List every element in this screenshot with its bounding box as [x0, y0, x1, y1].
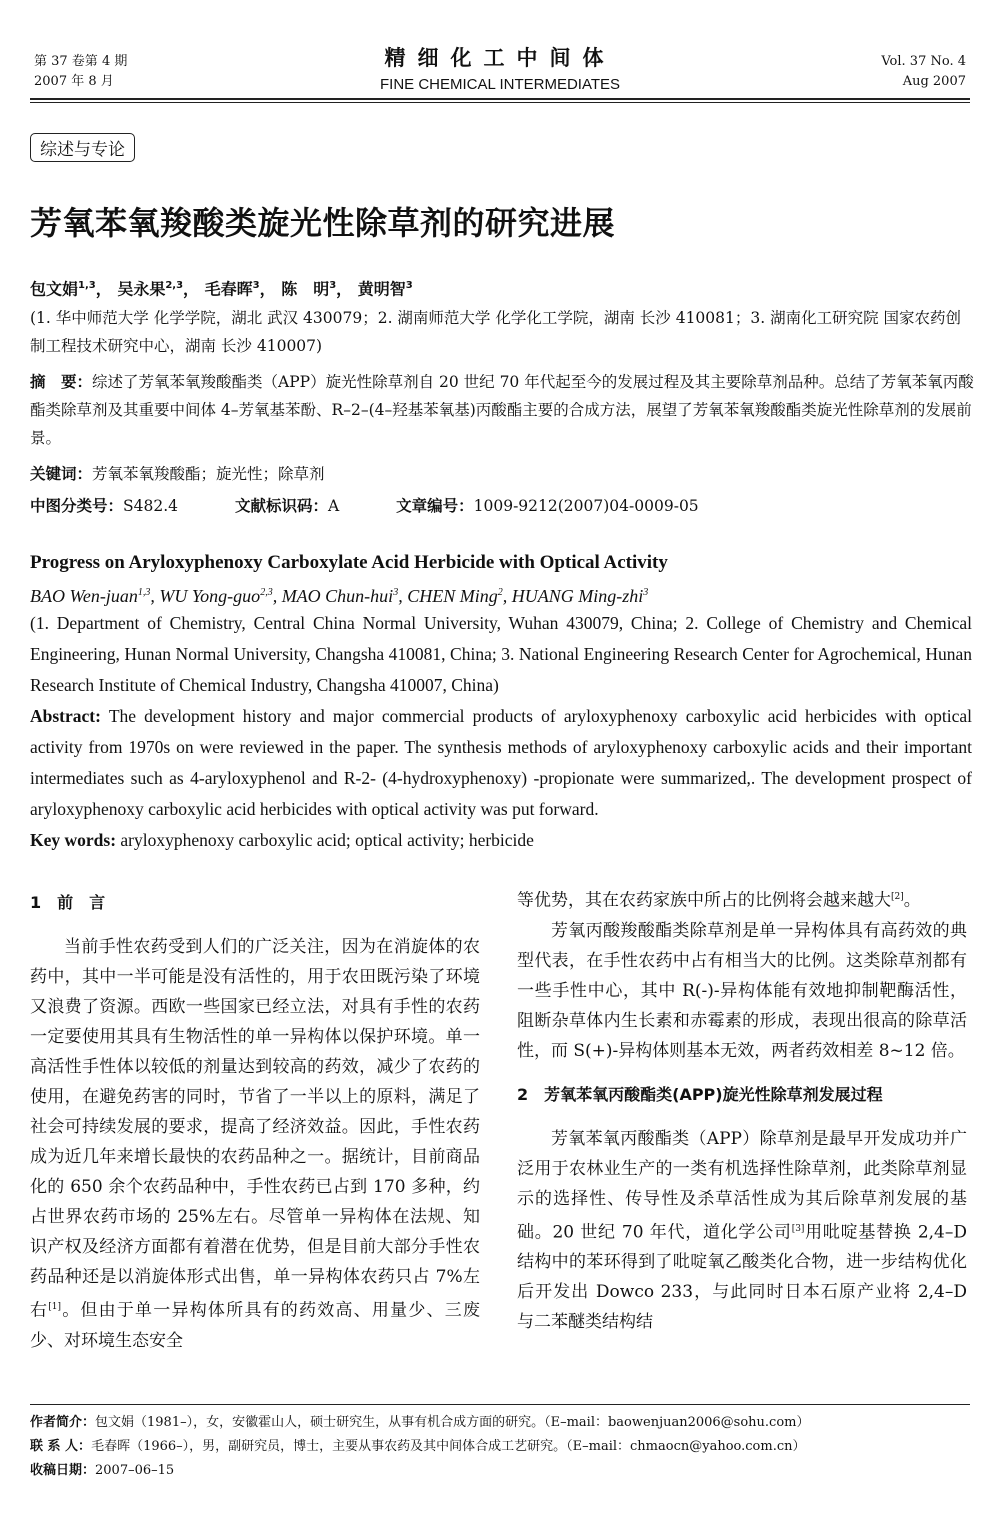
section-badge: 综述与专论 [30, 133, 135, 162]
header-rule-thin [30, 102, 970, 103]
doc-code-label: 文献标识码： [234, 497, 328, 515]
authors-en: BAO Wen-juan$^{1,3}$, WU Yong-guo$^{2,3}$, MAO Chun-hui$^3$, CHEN Ming$^2$, HUANG Ming-zhi$^3$ [30, 586, 649, 606]
footnote-received [30, 1459, 975, 1483]
abstract-cn-label: 摘 要： [30, 373, 93, 391]
paragraph-text: 芳氧苯氧丙酸酯类（APP）除草剂是最早开发成功并广泛用于农林业生产的一类有机选择性除草剂，此类除草剂显示的选择性、传导性及杀草活性成为其后除草剂发展的基础。20 世纪 70 年代，道化学公司 [517, 1128, 967, 1243]
keywords-en-text: aryloxyphenoxy carboxylic acid; optical activity; herbicide [120, 830, 534, 850]
abstract-en-text: The development history and major commercial products of aryloxyphenoxy carboxylic acid herbicides with optical activity from 1970s on were reviewed in the paper. The synthesis methods of aryloxyphenoxy carboxylic acids and their important intermediates such as 4-aryloxyphenol and R-2- (4-hydroxyphenoxy) -propionate were summarized,. The development prospect of aryloxyphenoxy carboxylic acid herbicides with optical activity was put forward. [30, 706, 973, 819]
issue-info-cn [34, 52, 127, 92]
citation-ref[interactable]: [3] [791, 1223, 805, 1234]
author-affil-sup: 1,3 [137, 587, 151, 598]
footnote-author-text: 包文娟（1981–），女，安徽霍山人，硕士研究生，从事有机合成方面的研究。（E–mail：baowenjuan2006@sohu.com） [95, 1415, 810, 1430]
citation-ref[interactable]: [1] [48, 1302, 61, 1312]
body-column-right [517, 882, 967, 1337]
journal-name-cn: 精细化工中间体 [384, 46, 616, 70]
journal-name [300, 42, 700, 93]
author-affil-sup: 2 [497, 587, 503, 598]
journal-name-en: FINE CHEMICAL INTERMEDIATES [379, 76, 621, 93]
abstract-cn [30, 368, 975, 452]
body-column-left [30, 888, 480, 1356]
article-number-value: 1009-9212(2007)04-0009-05 [473, 497, 699, 515]
author-en: HUANG Ming-zhi [511, 586, 644, 606]
paper-title-cn: 芳氧苯氧羧酸类旋光性除草剂的研究进展 [30, 204, 616, 242]
paper-title-en: Progress on Aryloxyphenoxy Carboxylate Acid Herbicide with Optical Activity [30, 552, 668, 573]
footnote-received-text: 2007–06–15 [95, 1463, 175, 1478]
author-en: WU Yong-guo [159, 586, 261, 606]
author-affil-sup: 2,3 [260, 587, 273, 598]
footnote-received-label: 收稿日期： [30, 1463, 96, 1478]
header-rule-thick [30, 98, 970, 100]
doc-code-value: A [327, 497, 340, 515]
body-paragraph [517, 1124, 967, 1338]
classification-row [30, 492, 975, 520]
author-cn: 毛春晖 [204, 279, 253, 299]
section-heading-1: 1 前 言 [30, 893, 106, 912]
paragraph-text: 等优势，其在农药家族中所占的比例将会越来越大 [517, 890, 891, 911]
clc-value: S482.4 [123, 497, 179, 515]
keywords-cn-label: 关键词： [30, 465, 93, 483]
clc-label: 中图分类号： [30, 497, 124, 515]
footnote-contact-text: 毛春晖（1966–），男，副研究员，博士，主要从事农药及其中间体合成工艺研究。（E–mail：chmaocn@yahoo.com.cn） [91, 1439, 806, 1454]
keywords-en [30, 825, 972, 856]
paragraph-text: 当前手性农药受到人们的广泛关注，因为在消旋体的农药中，其中一半可能是没有活性的，用于农田既污染了环境又浪费了资源。西欧一些国家已经立法，对具有手性的农药一定要使用其具有生物活性的单一异构体以保护环境。单一高活性手性体以较低的剂量达到较高的药效，减少了农药的使用，在避免药害的同时，节省了一半以上的原料，满足了社会可持续发展的要求，提高了经济效益。因此，手性农药成为近几年来增长最快的农药品种之一。据统计，目前商品化的 650 余个农药品种中，手性农药已占到 170 多种，约占世界农药市场的 25%左右。尽管单一异构体在法规、知识产权及经济方面都有着潜在优势，但是目前大部分手性农药品种还是以消旋体形式出售，单一异构体农药只占 7%左右 [30, 937, 480, 1321]
author-affil-sup: 3 [643, 587, 649, 598]
footnote-contact [30, 1435, 975, 1459]
date-en: Aug 2007 [902, 74, 966, 89]
author-affil-sup: 3 [329, 280, 337, 291]
author-affil-sup: 3 [252, 280, 260, 291]
author-cn: 吴永果 [117, 279, 166, 299]
footnote-contact-label: 联 系 人： [30, 1439, 92, 1454]
author-en: MAO Chun-hui [281, 586, 394, 606]
paragraph-text: 。 [903, 890, 921, 911]
footnote-rule [30, 1404, 970, 1405]
keywords-cn [30, 460, 975, 488]
author-en: CHEN Ming [407, 586, 498, 606]
date-cn: 2007 年 8 月 [34, 74, 114, 89]
volume-issue-en: Vol. 37 No. 4 [881, 54, 966, 69]
body-paragraph [30, 932, 480, 1356]
author-cn: 包文娟 [30, 279, 79, 299]
affiliations-cn: (1. 华中师范大学 化学学院，湖北 武汉 430079；2. 湖南师范大学 化学化工学院，湖南 长沙 410081；3. 湖南化工研究院 国家农药创制工程技术研究中心，湖南 长沙 410007) [30, 309, 962, 355]
author-affil-sup: 3 [393, 587, 399, 598]
author-en: BAO Wen-juan [30, 586, 138, 606]
abstract-cn-text: 综述了芳氧苯氧羧酸酯类（APP）旋光性除草剂自 20 世纪 70 年代起至今的发展过程及其主要除草剂品种。总结了芳氧苯氧丙酸酯类除草剂及其重要中间体 4–芳氧基苯酚、R–2–(4–羟基苯氧基)丙酸酯主要的合成方法，展望了芳氧苯氧羧酸酯类旋光性除草剂的发展前景。 [30, 373, 974, 447]
paragraph-text: 。但由于单一异构体所具有的药效高、用量少、三废少、对环境生态安全 [30, 1300, 480, 1351]
abstract-en [30, 701, 972, 825]
author-affil-sup: 1,3 [78, 280, 96, 291]
footnotes [30, 1411, 975, 1483]
author-cn: 陈 明 [281, 279, 330, 299]
volume-issue-cn: 第 37 卷第 4 期 [34, 54, 128, 69]
section-heading-2: 2 芳氧苯氧丙酸酯类(APP)旋光性除草剂发展过程 [517, 1084, 883, 1104]
keywords-cn-text: 芳氧苯氧羧酸酯；旋光性；除草剂 [92, 465, 325, 483]
body-paragraph [517, 882, 967, 916]
footnote-author-label: 作者简介： [30, 1415, 96, 1430]
citation-ref[interactable]: [2] [891, 892, 904, 902]
keywords-en-label: Key words: [30, 830, 117, 850]
issue-info-en [881, 52, 966, 92]
affiliations-en: (1. Department of Chemistry, Central China Normal University, Wuhan 430079, China; 2. College of Chemistry and Chemical Engineering, Hunan Normal University, Changsha 410081, China; 3. National Engineering Research Center for Agrochemical, Hunan Research Institute of Chemical Industry, Changsha 410007, China) [30, 613, 972, 695]
article-number-label: 文章编号： [396, 497, 474, 515]
footnote-author [30, 1411, 975, 1435]
author-affil-sup: 2,3 [165, 280, 184, 291]
author-cn: 黄明智 [357, 279, 406, 299]
body-paragraph: 芳氧丙酸羧酸酯类除草剂是单一异构体具有高药效的典型代表，在手性农药中占有相当大的比例。这类除草剂都有一些手性中心，其中 R(-)-异构体能有效地抑制靶酶活性，阻断杂草体内生长素和赤霉素的形成，表现出很高的除草活性，而 S(+)-异构体则基本无效，两者药效相差 8~12 倍。 [517, 920, 967, 1061]
author-affil-sup: 3 [405, 280, 413, 291]
paragraph-text: 用吡啶基替换 2,4–D 结构中的苯环得到了吡啶氧乙酸类化合物，进一步结构优化后开发出 Dowco 233，与此同时日本石原产业将 2,4–D 与二苯醚类结构结 [517, 1222, 967, 1333]
authors-cn: 包文娟$^{1,3}$， 吴永果$^{2,3}$， 毛春晖$^3$， 陈 明$^3$， 黄明智$^3$ [30, 279, 413, 299]
abstract-en-label: Abstract: [30, 706, 101, 726]
